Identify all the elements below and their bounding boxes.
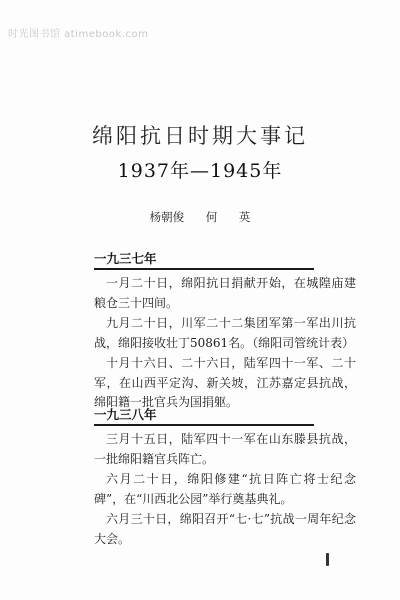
section-rule-1938 [94, 424, 314, 426]
watermark-text: 时光图书馆 atimebook.com [8, 29, 149, 40]
section-heading-1938: 一九三八年 [94, 407, 157, 422]
section-heading-1937: 一九三七年 [94, 251, 157, 266]
document-title: 绵阳抗日时期大事记 [92, 124, 308, 148]
document-years: 1937年—1945年 [117, 160, 283, 182]
paragraph-1938-1: 三月十五日，陆军四十一军在山东滕县抗战，一批绵阳籍官兵阵亡。 [94, 432, 356, 466]
paragraph-1937-1: 一月二十日，绵阳抗日捐献开始，在城隍庙建粮仓三十四间。 [94, 276, 356, 310]
paragraph-1938-3: 六月三十日，绵阳召开“七·七”抗战一周年纪念大会。 [94, 512, 356, 546]
paragraph-1937-2: 九月二十日，川军二十二集团军第一军出川抗战，绵阳接收壮丁50861名。（绵阳司管统计表） [94, 316, 356, 350]
section-rule-1937 [94, 268, 314, 270]
paragraph-1938-2: 六月二十日，绵阳修建“抗日阵亡将士纪念碑”，在“川西北公园”举行奠基典礼。 [94, 472, 356, 506]
paragraph-1937-3: 十月十六日、二十六日，陆军四十一军、二十军，在山西平定沟、新关坡，江苏嘉定县抗战，绵阳籍一批官兵为国捐躯。 [94, 356, 356, 410]
scan-mark [326, 553, 329, 566]
document-authors: 杨朝俊 何 英 [149, 210, 251, 224]
